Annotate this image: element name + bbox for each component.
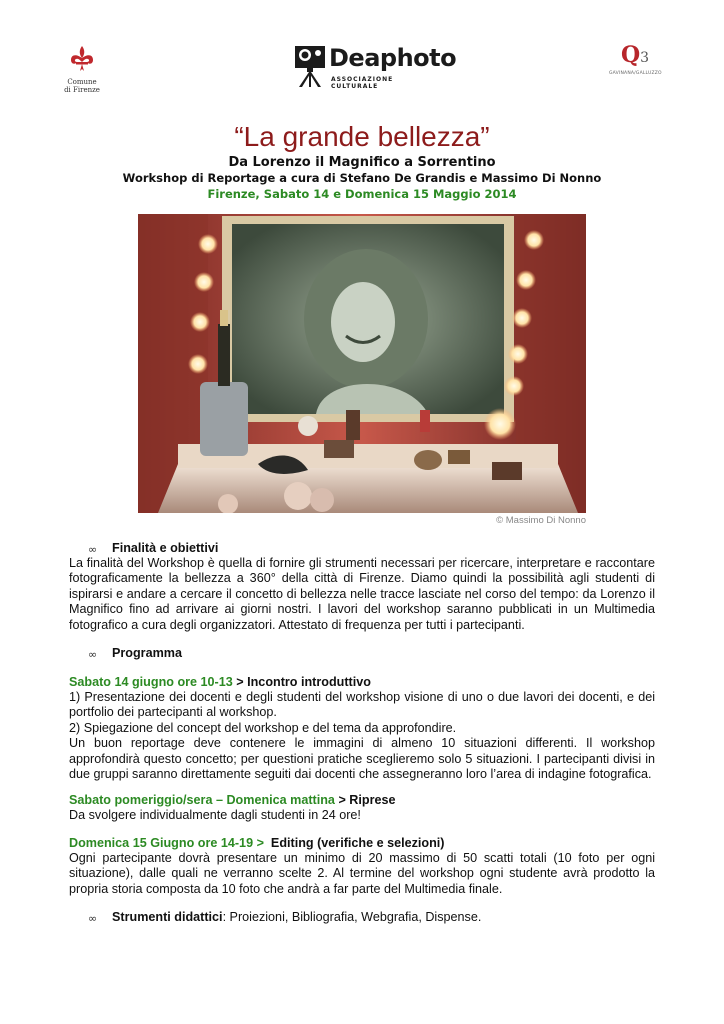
strumenti-line	[112, 910, 481, 924]
quartiere-3-logo	[609, 44, 661, 76]
sabato-line-1: 1) Presentazione dei docenti e degli studenti del workshop visione di uno o due lavori dei docenti, e dei portfolio dei partecipanti al workshop.	[69, 690, 655, 720]
pomeriggio-time: Sabato pomeriggio/sera – Domenica mattina	[69, 793, 335, 807]
q3-letter: Q	[620, 42, 641, 68]
sabato-body	[69, 690, 655, 782]
main-title: “La grande bellezza”	[234, 121, 490, 152]
brand-name: Deaphoto	[329, 44, 457, 72]
bullet-infinity-icon: ∞	[88, 648, 98, 661]
brand-tagline: ASSOCIAZIONE CULTURALE	[331, 76, 394, 90]
comune-line-2: di Firenze	[64, 86, 100, 94]
finalita-body: La finalità del Workshop è quella di fornire gli strumenti necessari per ricercare, interpretare e raccontare fotograficamente la bellezza a 360° della città di Firenze. Diamo quindi la possibilità agli studenti di ispirarsi e andare a cercare il concetto di bellezza nelle tracce lasciate nel corso del tempo: da Lorenzo il Magnifico fino ad arrivare ai giorni nostri. I lavori del workshop saranno pubblicati in un Multimedia fotografico a cura degli organizzatori. Attestato di frequenza per tutti i partecipanti.	[69, 556, 655, 632]
comune-firenze-logo	[58, 44, 106, 94]
sabato-line-3: Un buon reportage deve contenere le immagini di almeno 10 situazioni differenti. Il workshop approfondirà questo concetto; per questioni pratiche sceglieremo solo 5 situazioni. I partecipanti divisi in due gruppi saranno direttamente seguiti dai docenti che assegneranno loro l’area di indagine fotografica.	[69, 736, 655, 782]
q3-text: GAVINANA/GALLUZZO	[609, 71, 662, 76]
date-line: Firenze, Sabato 14 e Domenica 15 Maggio 2014	[207, 187, 517, 201]
bullet-infinity-icon: ∞	[88, 912, 98, 925]
programma-heading: Programma	[112, 646, 182, 660]
fleur-de-lis-icon	[67, 44, 97, 74]
sabato-title: > Incontro introduttivo	[232, 675, 371, 689]
q3-number: 3	[640, 50, 650, 66]
deaphoto-logo	[293, 44, 457, 90]
comune-line-1: Comune	[67, 78, 97, 86]
sabato-time: Sabato 14 giugno ore 10-13	[69, 675, 233, 689]
photo-credit: © Massimo Di Nonno	[496, 515, 586, 526]
workshop-line: Workshop di Reportage a cura di Stefano De Grandis e Massimo Di Nonno	[122, 171, 602, 185]
subtitle: Da Lorenzo il Magnifico a Sorrentino	[228, 155, 496, 170]
pomeriggio-title: > Riprese	[334, 793, 396, 807]
sabato-heading	[69, 675, 655, 690]
photo-illustration	[138, 214, 586, 513]
domenica-title: Editing (verifiche e selezioni)	[263, 836, 445, 850]
domenica-time: Domenica 15 Giugno ore 14-19 >	[69, 836, 264, 850]
bullet-infinity-icon: ∞	[88, 543, 98, 556]
q3-mark	[609, 44, 661, 69]
domenica-body: Ogni partecipante dovrà presentare un minimo di 20 massimo di 50 scatti totali (10 foto per ogni situazione), dalle quali ne verranno scelte 2. Al termine del workshop ogni studente avrà prodotto la propria storia composta da 10 foto che andrà a far parte del Multimedia finale.	[69, 851, 655, 896]
sabato-line-2: 2) Spiegazione del concept del workshop e del tema da approfondire.	[69, 720, 457, 735]
dressing-room-photo	[138, 214, 586, 513]
strumenti-heading: Strumenti didattici	[112, 910, 223, 924]
domenica-heading	[69, 836, 655, 851]
pomeriggio-heading	[69, 793, 655, 808]
finalita-heading: Finalità e obiettivi	[112, 541, 219, 555]
pomeriggio-body: Da svolgere individualmente dagli studenti in 24 ore!	[69, 808, 361, 822]
strumenti-body: : Proiezioni, Bibliografia, Webgrafia, Dispense.	[222, 910, 482, 924]
camera-tripod-icon	[293, 44, 329, 88]
